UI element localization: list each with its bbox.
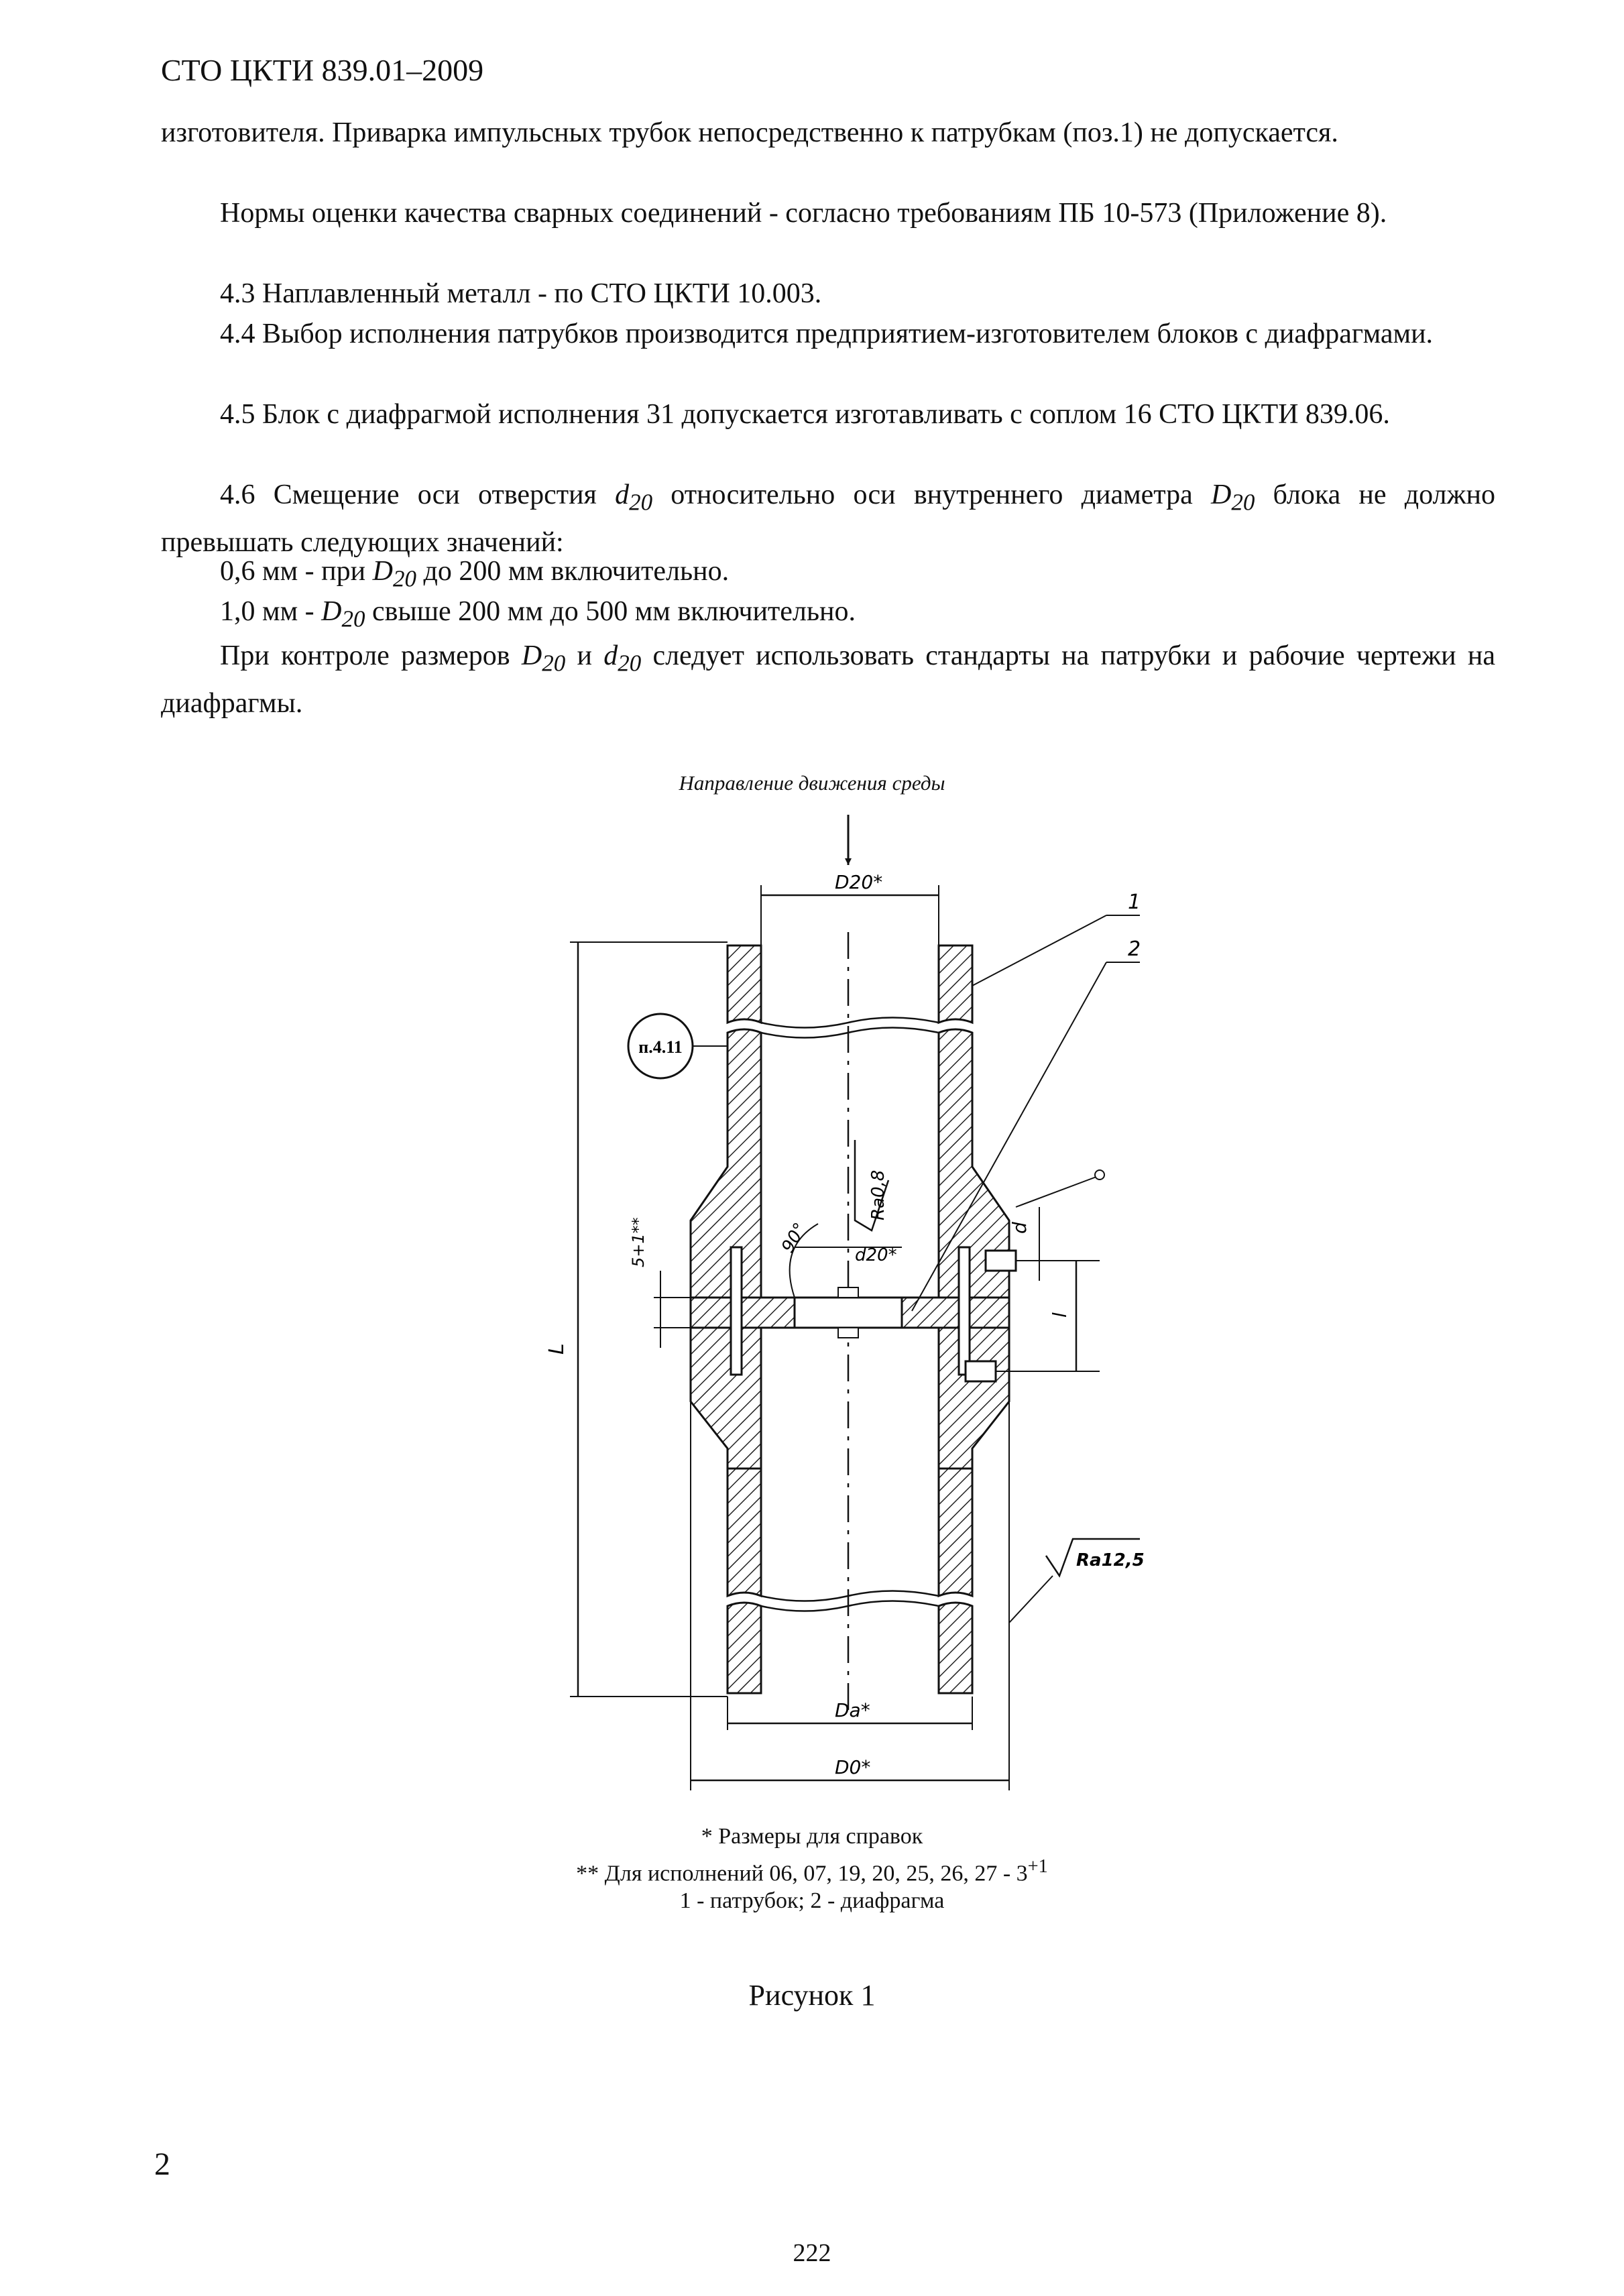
- page-left-marker: 2: [154, 2146, 170, 2182]
- note-reference-sizes: * Размеры для справок: [701, 1824, 923, 1849]
- break-line-top-b: [761, 1028, 939, 1038]
- pos1-leader: [972, 915, 1106, 986]
- label-D0: D0*: [835, 1756, 871, 1778]
- ra125-leader: [1009, 1576, 1053, 1623]
- document-code-header: СТО ЦКТИ 839.01–2009: [161, 53, 484, 87]
- break-line-bottom-b: [761, 1601, 939, 1611]
- right-wall-mid: [939, 1469, 972, 1596]
- label-d20: d20*: [855, 1245, 897, 1265]
- paragraph-4-4: 4.4 Выбор исполнения патрубков производится предприятием-изготовителем блоков с диафрагмами.: [220, 319, 1434, 349]
- right-wall-lower: [939, 1328, 1009, 1469]
- label-Da: Da*: [835, 1699, 870, 1721]
- left-wall-upper: [691, 1029, 761, 1298]
- left-wall-mid: [728, 1469, 761, 1596]
- p46-part-a: 4.6 Смещение оси отверстия: [220, 479, 616, 510]
- flow-direction-caption: Направление движения среды: [679, 771, 945, 795]
- left-wall-bottom: [728, 1603, 761, 1693]
- center-pin-top: [838, 1287, 858, 1298]
- left-wall-lower: [691, 1328, 761, 1469]
- limit-line-2: 1,0 мм - $D_{20}$ свыше 200 мм до 500 мм включительно.: [220, 596, 856, 632]
- paragraph-size-control: При контроле размеров $D_{20}$ и $d_{20}$ следует использовать стандарты на патрубки и рабочие чертежи на диафрагмы.: [161, 640, 1495, 720]
- impulse-tap-lower: [966, 1361, 996, 1381]
- label-ra125: Ra12,5: [1076, 1550, 1145, 1570]
- tap-leader-dot: [1095, 1170, 1104, 1180]
- label-ref: п.4.11: [638, 1037, 683, 1057]
- right-wall-bottom: [939, 1603, 972, 1693]
- center-pin-bottom: [838, 1328, 858, 1338]
- label-d: d: [1008, 1222, 1031, 1234]
- limit-line-1: 0,6 мм - при $D_{20}$ до 200 мм включительно.: [220, 556, 730, 592]
- label-D20: D20*: [835, 871, 883, 893]
- tap-leader: [1016, 1177, 1096, 1207]
- paragraph-quality-norms: Нормы оценки качества сварных соединений - согласно требованиям ПБ 10-573 (Приложение 8).: [220, 198, 1387, 229]
- symbol-d20: $d_{20}$: [615, 479, 653, 516]
- paragraph-4-5: 4.5 Блок с диафрагмой исполнения 31 допускается изготавливать с соплом 16 СТО ЦКТИ 839.06.: [220, 399, 1390, 430]
- note-executions: ** Для исполнений 06, 07, 19, 20, 25, 26, $27 - 3^{+1}$: [576, 1856, 1048, 1886]
- paragraph-welding-note: изготовителя. Приварка импульсных трубок непосредственно к патрубкам (поз.1) не допускается.: [161, 117, 1338, 148]
- note-legend: 1 - патрубок; 2 - диафрагма: [679, 1888, 945, 1913]
- symbol-D20: $D_{20}$: [1211, 479, 1255, 516]
- p46-part-b: относительно оси внутреннего диаметра: [652, 479, 1212, 510]
- diaphragm-bore: [795, 1298, 902, 1328]
- impulse-tap-upper: [986, 1251, 1016, 1271]
- label-gap: 5+1**: [629, 1217, 648, 1267]
- right-stud: [959, 1247, 970, 1375]
- label-angle: 90°: [778, 1219, 811, 1257]
- label-l: l: [1049, 1312, 1071, 1318]
- p46-part-c: блока не должно превышать следующих значений:: [161, 479, 1496, 559]
- label-pos1: 1: [1128, 891, 1141, 914]
- break-line-bottom-a: [761, 1591, 939, 1601]
- label-pos2: 2: [1128, 937, 1141, 961]
- page-number: 222: [793, 2239, 831, 2267]
- label-length-L: L: [545, 1343, 569, 1355]
- figure-title: Рисунок 1: [748, 1979, 876, 2012]
- left-wall-top: [728, 945, 761, 1023]
- paragraph-4-3: 4.3 Наплавленный металл - по СТО ЦКТИ 10.003.: [220, 278, 822, 309]
- label-ra08: Ra0,8: [868, 1169, 888, 1220]
- left-stud: [731, 1247, 742, 1375]
- break-line-top-a: [761, 1018, 939, 1028]
- right-wall-top: [939, 945, 972, 1023]
